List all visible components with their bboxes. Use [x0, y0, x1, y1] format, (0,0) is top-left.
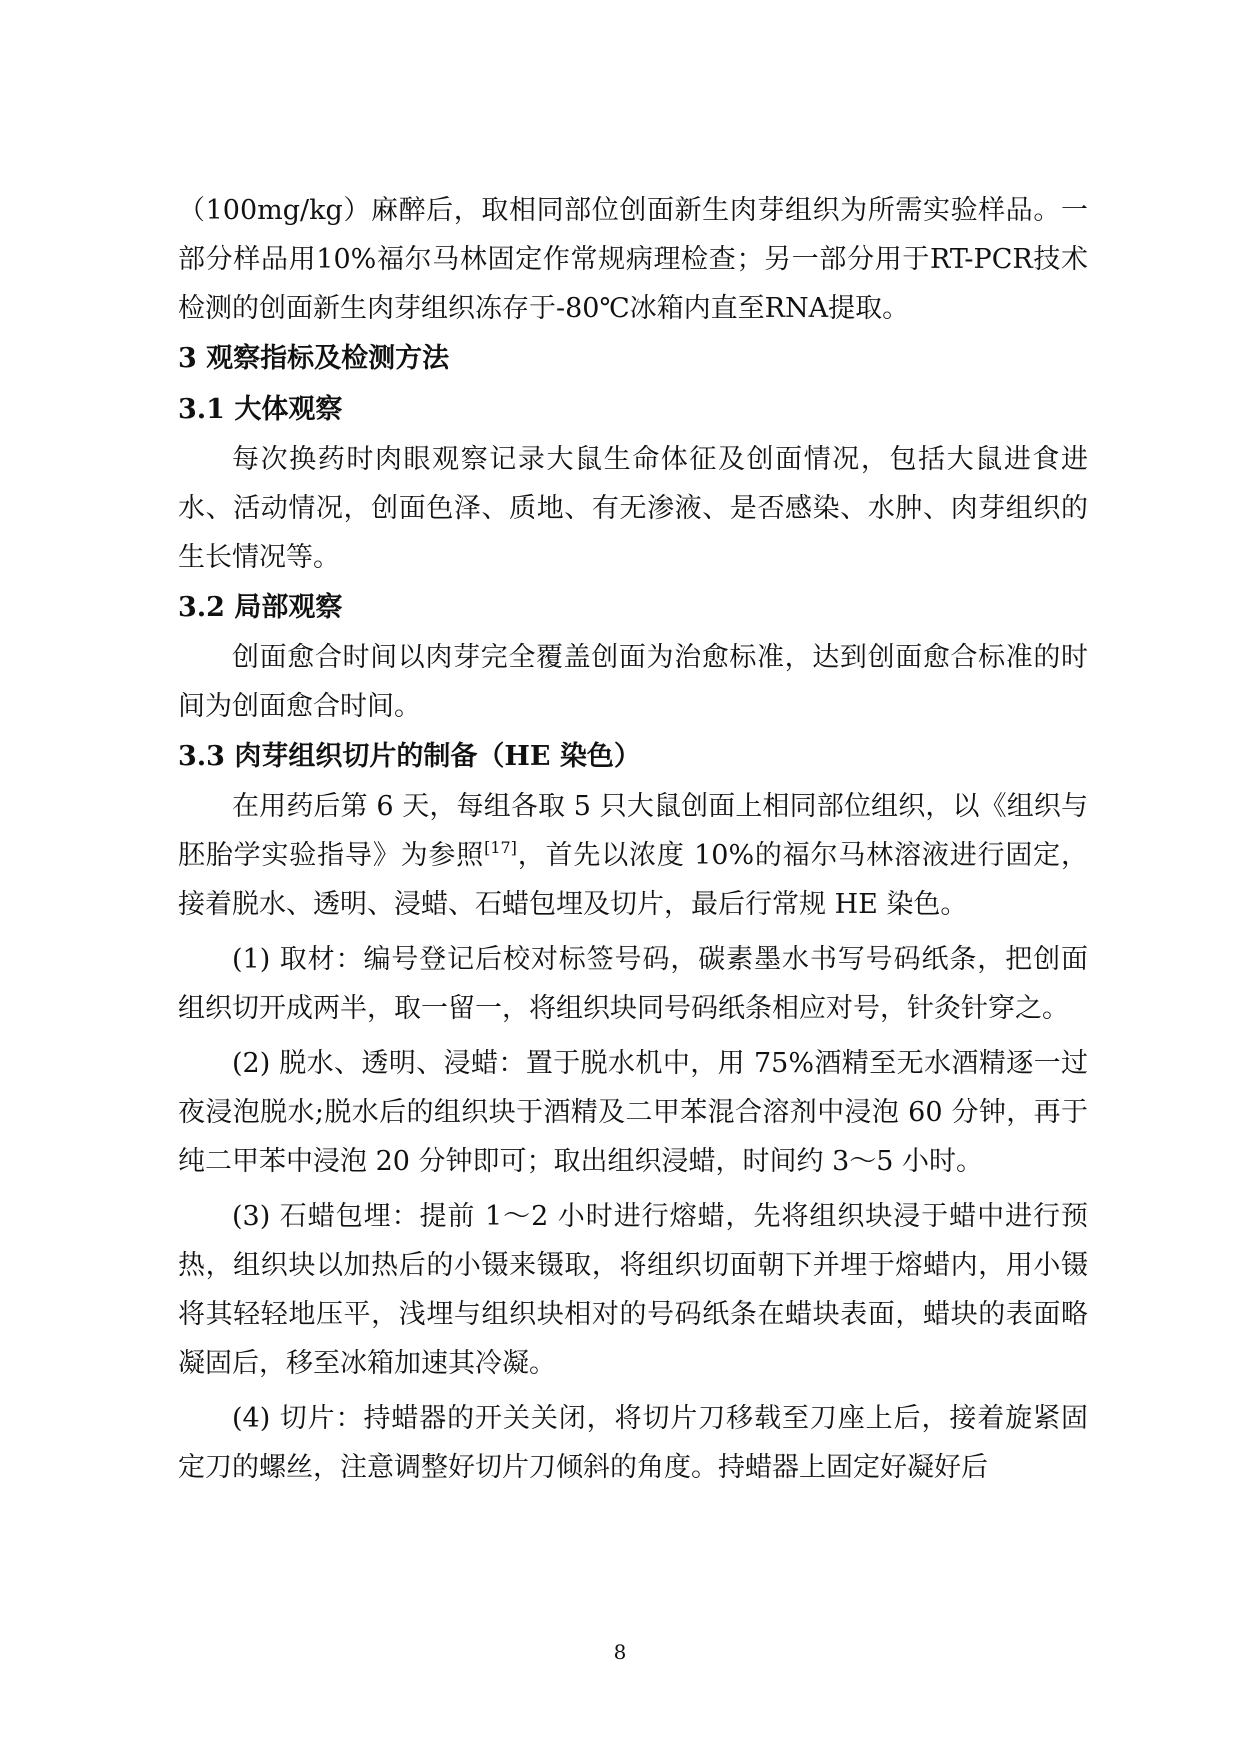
page-number: 8: [613, 1640, 627, 1664]
paragraph-step-4: (4) 切片：持蜡器的开关关闭，将切片刀移载至刀座上后，接着旋紧固定刀的螺丝，注意调整好切片刀倾斜的角度。持蜡器上固定好凝好后: [178, 1403, 1088, 1483]
subsection-heading-3-3: 3.3 肉芽组织切片的制备（HE 染色）: [178, 741, 641, 772]
paragraph-step-3: (3) 石蜡包埋：提前 1～2 小时进行熔蜡，先将组织块浸于蜡中进行预热，组织块以加热后的小镊来镊取，将组织切面朝下并埋于熔蜡内，用小镊将其轻轻地压平，浅埋与组织块相对的号码纸条在蜡块表面，蜡块的表面略凝固后，移至冰箱加速其冷凝。: [178, 1201, 1088, 1379]
paragraph-step-1: (1) 取材：编号登记后校对标签号码，碳素墨水书写号码纸条，把创面组织切开成两半，取一留一，将组织块同号码纸条相应对号，针灸针穿之。: [178, 944, 1088, 1024]
document-body: [178, 186, 1088, 1492]
paragraph-3-3-part-a: 在用药后第 6 天，每组各取 5 只大鼠创面上相同部位组织，以《组织与胚胎学实验指导》为参照: [178, 791, 1088, 871]
subsection-heading-3-1: 3.1 大体观察: [178, 394, 343, 425]
paragraph-3-1: 每次换药时肉眼观察记录大鼠生命体征及创面情况，包括大鼠进食进水、活动情况，创面色泽、质地、有无渗液、是否感染、水肿、肉芽组织的生长情况等。: [178, 444, 1088, 573]
citation-ref: [17]: [484, 838, 517, 857]
section-heading-3: 3 观察指标及检测方法: [178, 343, 450, 374]
paragraph-intro: （100mg/kg）麻醉后，取相同部位创面新生肉芽组织为所需实验样品。一部分样品用10%福尔马林固定作常规病理检查；另一部分用于RT-PCR技术检测的创面新生肉芽组织冻存于-80℃冰箱内直至RNA提取。: [178, 195, 1088, 324]
subsection-heading-3-2: 3.2 局部观察: [178, 592, 343, 623]
paragraph-3-3-part-b: ，首先以浓度 10%的福尔马林溶液进行固定，接着脱水、透明、浸蜡、石蜡包埋及切片，最后行常规 HE 染色。: [178, 840, 1089, 920]
paragraph-3-3: [178, 782, 1088, 929]
paragraph-3-2: 创面愈合时间以肉芽完全覆盖创面为治愈标准，达到创面愈合标准的时间为创面愈合时间。: [178, 642, 1088, 722]
paragraph-step-2: (2) 脱水、透明、浸蜡：置于脱水机中，用 75%酒精至无水酒精逐一过夜浸泡脱水;脱水后的组织块于酒精及二甲苯混合溶剂中浸泡 60 分钟，再于纯二甲苯中浸泡 20 分钟即可；取出组织浸蜡，时间约 3～5 小时。: [178, 1048, 1088, 1177]
